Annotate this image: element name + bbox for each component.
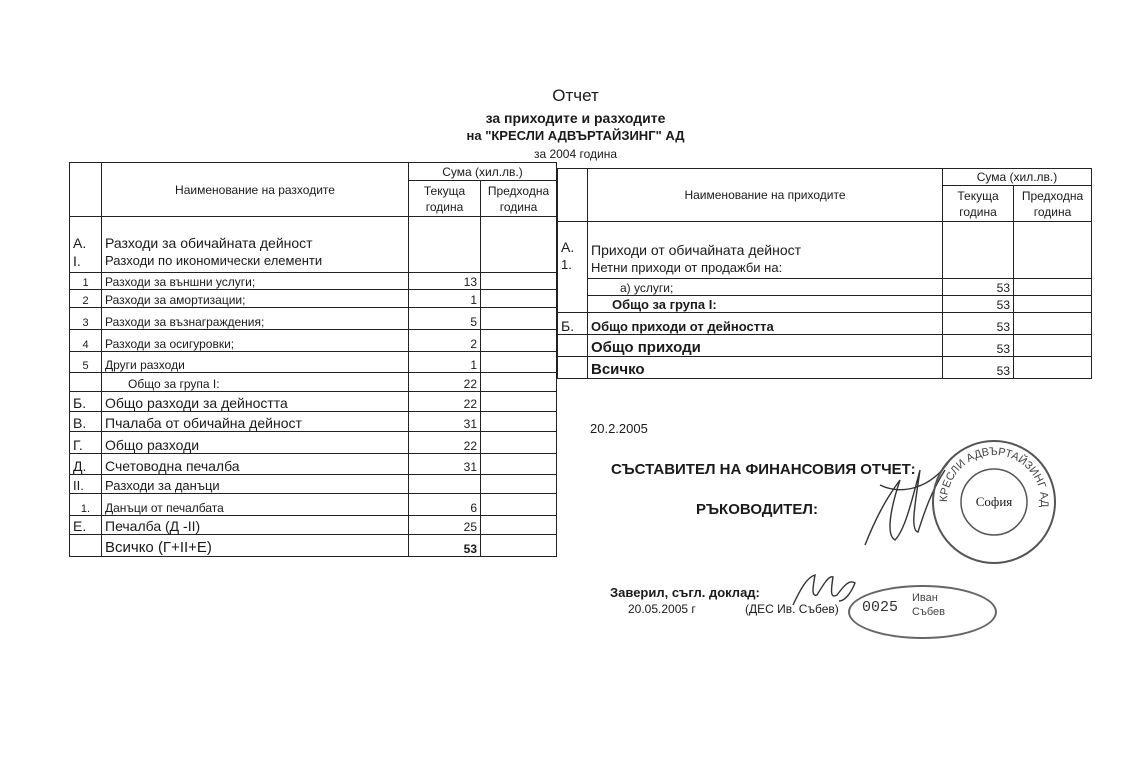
compiler-label: СЪСТАВИТЕЛ НА ФИНАНСОВИЯ ОТЧЕТ: <box>611 461 916 478</box>
expenses-col-name: Наименование на разходите <box>102 163 409 217</box>
expenses-col-current: Текуща година <box>409 181 481 217</box>
stamp-name1: Иван <box>912 592 938 604</box>
stamp-ring-text: КРЕСЛИ АДВЪРТАЙЗИНГ АД <box>937 445 1051 508</box>
company-stamp <box>932 440 1056 564</box>
table-row: II. Разходи за данъци <box>70 475 557 494</box>
expenses-sec-a-code <box>70 217 102 273</box>
income-sec-1-title: Нетни приходи от продажби на: <box>591 260 783 275</box>
report-date: 20.2.2005 <box>590 421 648 436</box>
table-row: 4 Разходи за осигуровки; 2 <box>70 330 557 352</box>
sec-a-title: Разходи за обичайната дейност <box>105 235 313 251</box>
auditor-name: (ДЕС Ив. Събев) <box>745 602 839 616</box>
table-row: а) услуги; 53 <box>558 279 1092 296</box>
verified-label: Заверил, съгл. доклад: <box>610 585 760 600</box>
verified-date: 20.05.2005 г <box>628 602 696 616</box>
expenses-col-sum: Сума (хил.лв.) <box>409 163 557 181</box>
table-row: Г. Общо разходи 22 <box>70 432 557 454</box>
sec-i-code: I. <box>73 253 81 269</box>
table-row: Д. Счетоводна печалба 31 <box>70 454 557 475</box>
auditor-stamp <box>848 585 997 639</box>
income-col-prev: Предходна година <box>1014 186 1092 222</box>
report-title: Отчет <box>552 86 599 105</box>
table-row: Б. Общо разходи за дейността 22 <box>70 392 557 412</box>
grand-total-row: Всичко 53 <box>558 357 1092 379</box>
sec-a-code: А. <box>73 235 87 251</box>
table-row: Б. Общо приходи от дейността 53 <box>558 313 1092 335</box>
table-row: В. Пчалаба от обичайна дейност 31 <box>70 412 557 432</box>
expenses-sec-a <box>102 217 409 273</box>
table-row: Общо приходи 53 <box>558 335 1092 357</box>
stamp-name2: Събев <box>912 606 945 618</box>
group-total-row: Общо за група I: 22 <box>70 373 557 392</box>
report-subtitle: за приходите и разходите <box>485 110 666 126</box>
report-year: за 2004 година <box>533 147 618 161</box>
table-row: 2 Разходи за амортизации; 1 <box>70 290 557 308</box>
income-col-name: Наименование на приходите <box>588 169 943 222</box>
table-row: 1 Разходи за външни услуги; 13 <box>70 273 557 290</box>
table-row: Е. Печалба (Д -II) 25 <box>70 516 557 535</box>
stamp-city: София <box>975 494 1013 509</box>
group-total-row: Общо за група I: 53 <box>558 296 1092 313</box>
company-name: на "КРЕСЛИ АДВЪРТАЙЗИНГ" АД <box>466 128 685 143</box>
income-sec-a-title: Приходи от обичайната дейност <box>591 242 802 258</box>
income-table <box>557 168 1092 379</box>
income-col-current: Текуща година <box>943 186 1014 222</box>
income-col-sum: Сума (хил.лв.) <box>943 169 1092 186</box>
manager-label: РЪКОВОДИТЕЛ: <box>696 501 818 518</box>
table-row: 3 Разходи за възнаграждения; 5 <box>70 308 557 330</box>
income-sec-a-code: А. <box>561 239 575 255</box>
grand-total-row: Всичко (Г+II+Е) 53 <box>70 535 557 557</box>
expenses-header-no <box>70 163 102 217</box>
expenses-table <box>69 162 557 557</box>
table-row: 5 Други разходи 1 <box>70 352 557 373</box>
stamp-number: 0025 <box>862 599 899 616</box>
expenses-col-prev: Предходна година <box>481 181 557 217</box>
table-row: 1. Данъци от печалбата 6 <box>70 494 557 516</box>
sec-i-title: Разходи по икономически елементи <box>105 253 323 268</box>
income-sec-1-code: 1. <box>561 257 572 272</box>
